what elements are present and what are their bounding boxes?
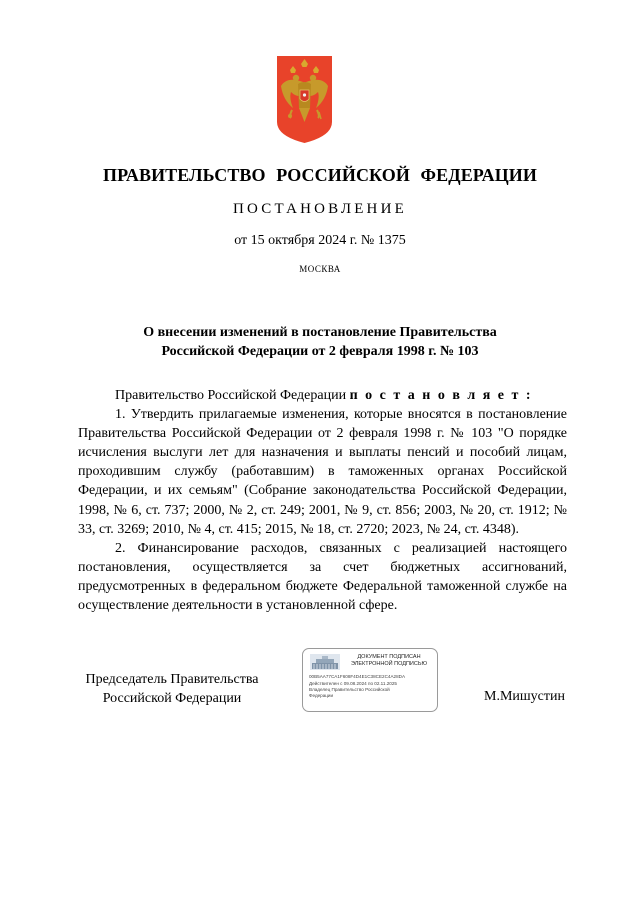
coat-of-arms-icon [277, 56, 332, 143]
document-date-number: от 15 октября 2024 г. № 1375 [234, 233, 406, 248]
document-type: ПОСТАНОВЛЕНИЕ [233, 201, 407, 217]
subject-line-2: Российской Федерации от 2 февраля 1998 г. № 103 [161, 344, 479, 359]
document-subject [0, 323, 640, 361]
signatory-title [72, 670, 272, 708]
electronic-signature-stamp [302, 648, 438, 712]
document-body [78, 386, 567, 615]
stamp-heading-line-2: ЭЛЕКТРОННОЙ ПОДПИСЬЮ [350, 661, 428, 667]
signatory-title-line-1: Председатель Правительства [85, 672, 259, 687]
signatory-name: М.Мишустин [484, 689, 565, 704]
stamp-owner-line-2: Федерации [309, 693, 334, 698]
decree-intro [78, 386, 567, 405]
government-title: ПРАВИТЕЛЬСТВО РОССИЙСКОЙ ФЕДЕРАЦИИ [102, 165, 537, 185]
decree-word: п о с т а н о в л я е т : [349, 388, 533, 403]
stamp-heading [341, 654, 437, 668]
government-building-icon [310, 654, 340, 670]
stamp-validity: Действителен с 09.08.2024 по 02.11.2025 [309, 681, 397, 686]
subject-line-1: О внесении изменений в постановление Правительства [143, 325, 497, 340]
signatory-title-line-2: Российской Федерации [102, 691, 242, 706]
stamp-certificate: 00B5AA77CA1F608F4D4E1C38CE2C4A28DA [309, 674, 406, 679]
stamp-owner-line-1: Владелец Правительство Российской [309, 687, 390, 692]
decree-item-1: 1. Утвердить прилагаемые изменения, которые вносятся в постановление Правительства Российской Федерации от 2 февраля 1998 г. № 103 "О порядке исчисления выслуги лет для назначения и выплаты пенсий и пособий лицам, проходившим службу (работавшим) в таможенных органах Российской Федерации, и их семьям" (Собрание законодательства Российской Федерации, 1998, № 6, ст. 737; 2000, № 2, ст. 249; 2001, № 9, ст. 856; 2003, № 20, ст. 1912; № 33, ст. 3269; 2010, № 4, ст. 415; 2015, № 18, ст. 2720; 2023, № 24, ст. 4348). [78, 407, 567, 537]
document-city: МОСКВА [299, 264, 341, 274]
stamp-heading-line-1: ДОКУМЕНТ ПОДПИСАН [357, 654, 421, 660]
decree-item-2: 2. Финансирование расходов, связанных с реализацией настоящего постановления, осуществляется за счет бюджетных ассигнований, предусмотренных в федеральном бюджете Федеральной таможенной службе на осуществление деятельности в установленной сфере. [78, 540, 567, 614]
decree-intro-text: Правительство Российской Федерации [115, 388, 347, 403]
